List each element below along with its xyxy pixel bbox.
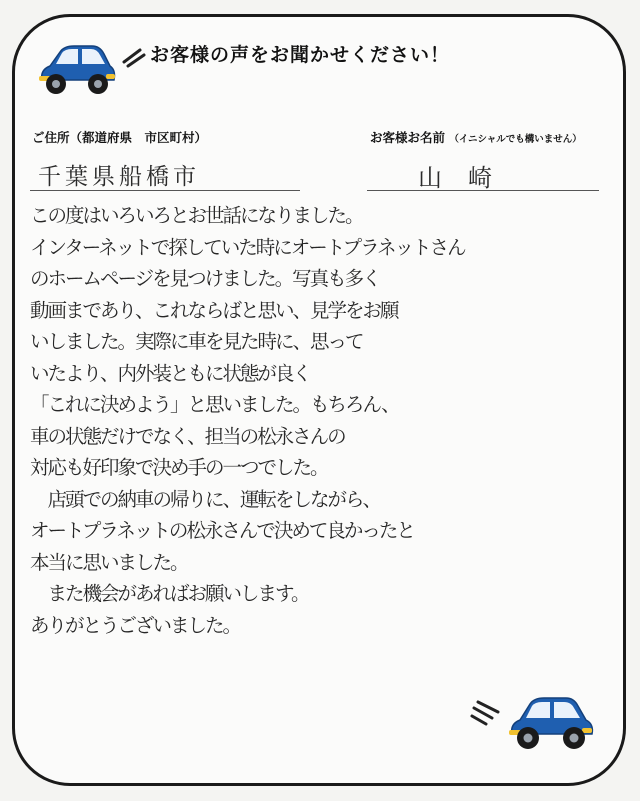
name-label: [370, 128, 582, 146]
name-label-text: お客様お名前: [370, 130, 446, 145]
message-line: オートプラネットの松永さんで決めて良かったと: [30, 519, 414, 542]
message-line: のホームページを見つけました。写真も多く: [30, 267, 380, 290]
message-line: いしました。実際に車を見た時に、思って: [30, 330, 363, 353]
page-title: お客様の声をお聞かせください！: [150, 44, 451, 66]
message-line: この度はいろいろとお世話になりました。: [30, 204, 363, 227]
message-line: 店頭での納車の帰りに、運転をしながら、: [30, 487, 381, 511]
address-value: 千葉県船橋市: [38, 164, 200, 190]
message-line: 本当に思いました。: [30, 550, 188, 574]
message-line: 車の状態だけでなく、担当の松永さんの: [30, 424, 345, 448]
name-underline: [367, 190, 599, 191]
name-label-note: （イニシャルでも構いません）: [449, 134, 582, 145]
speed-lines-icon: [470, 700, 504, 726]
car-icon: [506, 692, 596, 754]
name-value: 山崎: [418, 164, 518, 192]
message-line: 「これに決めよう」と思いました。もちろん、: [30, 393, 399, 416]
message-line: ありがとうございました。: [30, 613, 241, 637]
message-line: また機会があればお願いします。: [30, 582, 309, 605]
message-line: いたより、内外装ともに状態が良く: [30, 361, 311, 385]
message-line: 動画まであり、これならばと思い、見学をお願: [30, 298, 398, 322]
message-body: [30, 200, 620, 641]
message-line: インターネットで探していた時にオートプラネットさん: [30, 235, 465, 259]
address-underline: [30, 190, 300, 191]
car-icon: [36, 40, 118, 100]
message-line: 対応も好印象で決め手の一つでした。: [30, 456, 328, 479]
address-label: ご住所（都道府県 市区町村）: [32, 130, 208, 145]
speed-lines-icon: [120, 42, 146, 68]
